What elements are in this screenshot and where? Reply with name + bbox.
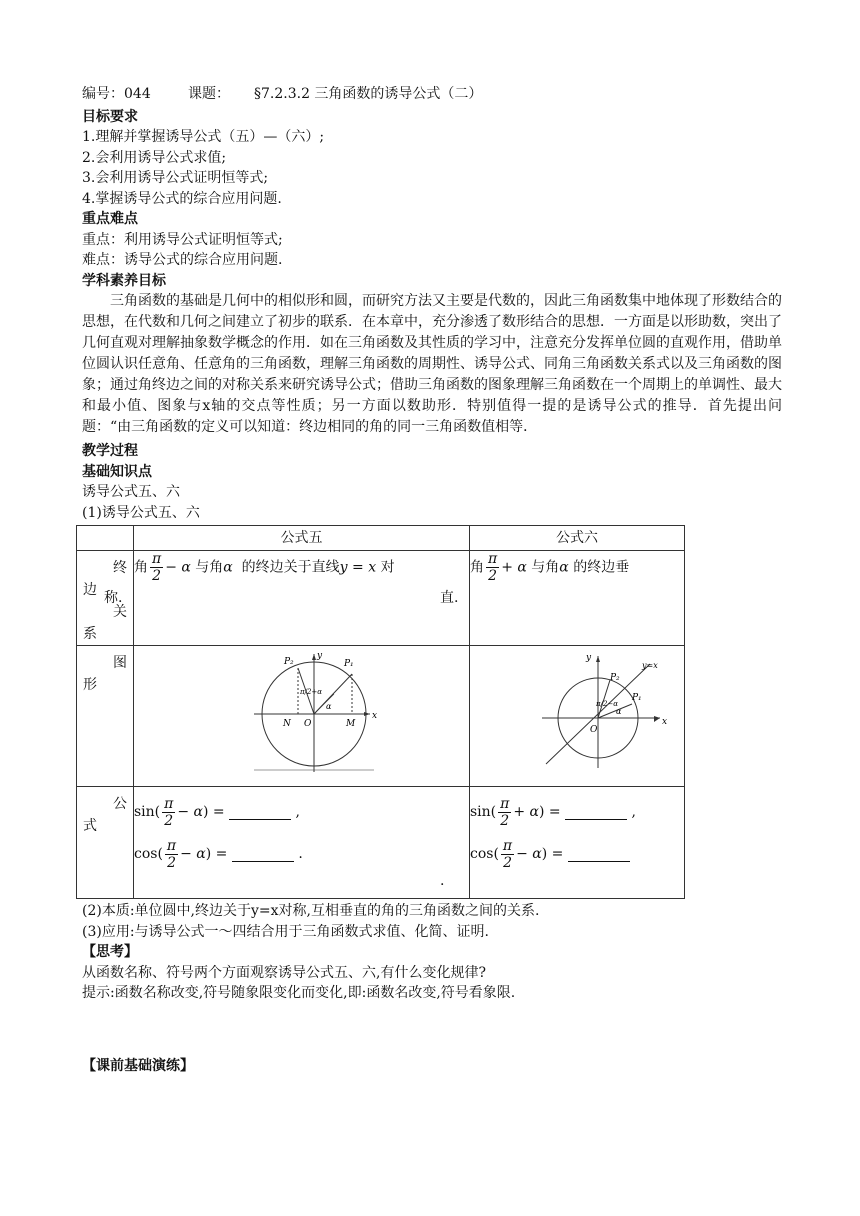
col-header-6: 公式六 bbox=[470, 526, 685, 551]
goal-item: 3.会利用诱导公式证明恒等式; bbox=[82, 170, 269, 186]
think-question: 从函数名称、符号两个方面观察诱导公式五、六,有什么变化规律? bbox=[82, 964, 486, 981]
label-p2: P₂ bbox=[610, 673, 620, 683]
col-header-5: 公式五 bbox=[134, 526, 470, 551]
answer-blank[interactable] bbox=[568, 847, 630, 862]
text: . bbox=[440, 873, 445, 889]
goal-item: 2.会利用诱导公式求值; bbox=[82, 149, 227, 166]
note-item-3: (3)应用:与诱导公式一～四结合用于三角函数式求值、化简、证明. bbox=[82, 923, 489, 940]
goal-item: 1.理解并掌握诱导公式（五）—（六）; bbox=[82, 129, 325, 145]
label-char: 公 bbox=[113, 796, 127, 812]
label-char: 系 bbox=[83, 626, 97, 642]
label-y: y bbox=[317, 651, 323, 661]
label-char: 关 bbox=[113, 604, 127, 620]
process-subtitle: 基础知识点 bbox=[82, 463, 152, 480]
text: − α bbox=[165, 559, 191, 576]
label-p2: P₂ bbox=[284, 657, 294, 667]
corner-cell bbox=[77, 526, 134, 551]
cos-formula-6: cos( $\frac{\pi}{2}$ − α) = bbox=[470, 833, 684, 875]
text: α bbox=[223, 559, 233, 576]
label-char: 式 bbox=[83, 818, 97, 834]
label-alpha: α bbox=[326, 702, 332, 711]
answer-blank[interactable] bbox=[565, 805, 627, 820]
text: 角 bbox=[134, 559, 148, 576]
text: 角 bbox=[470, 559, 484, 576]
goal-item: 4.掌握诱导公式的综合应用问题. bbox=[82, 190, 282, 207]
text: 与角 bbox=[531, 559, 560, 576]
cos-formula-5: cos( $\frac{\pi}{2}$ − α) = . bbox=[134, 837, 303, 871]
pi-over-2: $\frac{\pi}{2}$ bbox=[488, 551, 498, 584]
label-alpha: α bbox=[616, 707, 622, 716]
label-char: 终 bbox=[113, 560, 127, 576]
goals-title: 目标要求 bbox=[82, 108, 138, 125]
text: 对 bbox=[380, 559, 395, 576]
label-m: M bbox=[346, 719, 356, 729]
label-y: y bbox=[586, 653, 592, 663]
formula-6 bbox=[440, 787, 685, 899]
label-o: O bbox=[590, 725, 598, 735]
pi-over-2: $\frac{\pi}{2}$ bbox=[152, 551, 162, 584]
practice-title: 【课前基础演练】 bbox=[82, 1057, 194, 1074]
code-label: 编号：044 bbox=[82, 86, 151, 102]
difficulty-text: 难点：诱导公式的综合应用问题. bbox=[82, 252, 283, 268]
label-char: 边 bbox=[83, 582, 97, 598]
text: 与角 bbox=[195, 559, 224, 576]
unit-circle-figure-5 bbox=[134, 646, 469, 782]
formula-5 bbox=[134, 787, 470, 899]
row-label-figure bbox=[77, 646, 134, 787]
document-page bbox=[82, 84, 782, 1076]
label-p1: P₁ bbox=[344, 659, 354, 669]
text: y = x bbox=[339, 559, 377, 576]
answer-blank[interactable] bbox=[232, 847, 294, 862]
formula-title: 诱导公式五、六 bbox=[82, 484, 180, 500]
label-yx: y=x bbox=[642, 661, 658, 670]
label-char: 形 bbox=[83, 677, 97, 693]
topic-title: §7.2.3.2 三角函数的诱导公式（二） bbox=[254, 86, 483, 102]
label-o: O bbox=[304, 719, 312, 729]
text: α bbox=[559, 559, 569, 576]
label-angle: π/2−α bbox=[596, 700, 619, 708]
label-angle: π/2+α bbox=[300, 688, 323, 696]
answer-blank[interactable] bbox=[229, 805, 291, 820]
topic-label: 课题： bbox=[188, 86, 230, 102]
text: + α bbox=[501, 559, 527, 576]
literacy-title: 学科素养目标 bbox=[82, 272, 166, 289]
row-label-formula bbox=[77, 787, 134, 899]
sin-formula-5: sin( $\frac{\pi}{2}$ − α) = , bbox=[134, 795, 300, 829]
label-n: N bbox=[283, 719, 291, 729]
text: 的终边垂 bbox=[573, 559, 630, 576]
figure-6-cell bbox=[470, 646, 685, 787]
terminal-relation-5 bbox=[104, 551, 470, 646]
unit-circle-figure-6 bbox=[470, 646, 684, 782]
formula-table bbox=[76, 525, 685, 899]
text: 直. bbox=[440, 590, 459, 606]
label-x: x bbox=[372, 711, 378, 721]
sin-formula-6: sin( $\frac{\pi}{2}$ + α) = , bbox=[470, 795, 636, 829]
formula-item-1: (1)诱导公式五、六 bbox=[82, 504, 200, 521]
text: 称. bbox=[104, 590, 123, 606]
header-line bbox=[82, 84, 782, 105]
figure-5-cell bbox=[134, 646, 470, 787]
label-x: x bbox=[662, 717, 668, 727]
note-item-2: (2)本质:单位圆中,终边关于y=x对称,互相垂直的角的三角函数之间的关系. bbox=[82, 903, 540, 919]
label-char: 图 bbox=[113, 655, 127, 671]
label-p1: P₁ bbox=[632, 693, 642, 703]
literacy-paragraph: 三角函数的基础是几何中的相似形和圆，而研究方法又主要是代数的，因此三角函数集中地体现了形数结合的思想，在代数和几何之间建立了初步的联系．在本章中，充分渗透了数形结合的思想．一方面是以形助数，突出了几何直观对理解抽象数学概念的作用．如在三角函数及其性质的学习中，注意充分发挥单位圆的直观作用，借助单位圆认识任意角、任意角的三角函数，理解三角函数的周期性、诱导公式、同角三角函数关系式以及三角函数的图象；通过角终边之间的对称关系来研究诱导公式；借助三角函数的图象理解三角函数在一个周期上的单调性、最大和最小值、图象与x轴的交点等性质；另一方面以数助形．特别值得一提的是诱导公式的推导．首先提出问题：“由三角函数的定义可以知道：终边相同的角的同一三角函数值相等． bbox=[82, 293, 782, 435]
think-hint: 提示:函数名称改变,符号随象限变化而变化,即:函数名改变,符号看象限. bbox=[82, 985, 516, 1001]
text: 的终边关于直线 bbox=[241, 559, 340, 576]
keypoints-title: 重点难点 bbox=[82, 211, 138, 227]
terminal-relation-6 bbox=[440, 551, 685, 646]
focus-text: 重点：利用诱导公式证明恒等式; bbox=[82, 231, 283, 248]
process-title: 教学过程 bbox=[82, 443, 138, 459]
think-title: 【思考】 bbox=[82, 944, 138, 960]
